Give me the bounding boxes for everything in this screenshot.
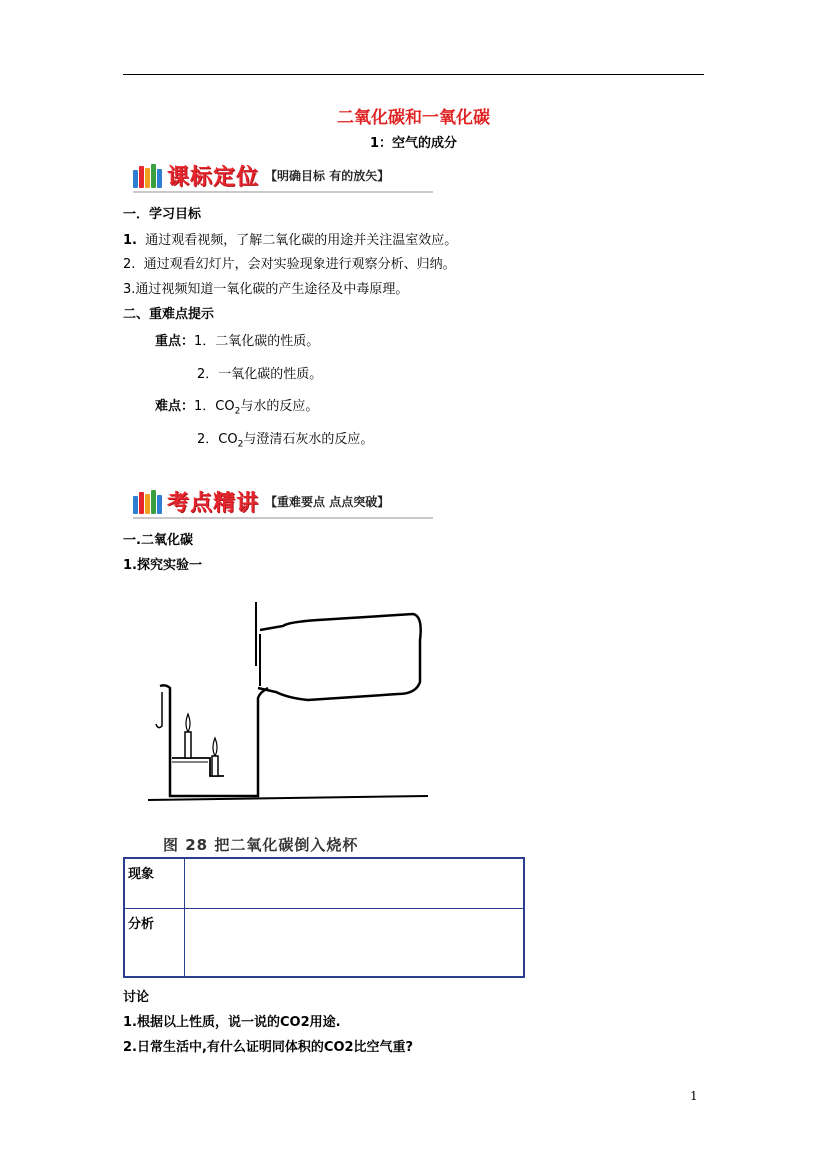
table-row	[124, 909, 524, 978]
goal-text: 通过观看视频，了解二氧化碳的用途并关注温室效应。	[145, 233, 458, 248]
goal-item	[123, 229, 457, 248]
banner-title: 课标定位	[167, 164, 260, 190]
goal-number: 3.	[123, 282, 136, 297]
discussion-item: 1.根据以上性质，说一说的CO2用途.	[123, 1015, 341, 1030]
heading-key-points: 二、重难点提示	[123, 307, 215, 322]
banner-tag: 【重难要点 点点突破】	[265, 494, 390, 509]
figure-caption: 图 28 把二氧化碳倒入烧杯	[163, 836, 359, 854]
document-title: 二氧化碳和一氧化碳	[337, 108, 490, 128]
banner-title: 考点精讲	[167, 490, 260, 516]
table-label: 分析	[124, 909, 185, 978]
books-icon	[133, 162, 163, 188]
difficulty-text: 与水的反应。	[240, 399, 319, 414]
section-banner-curriculum	[133, 160, 389, 190]
key-point-text: 2．一氧化碳的性质。	[197, 367, 323, 382]
key-point-text: 1．二氧化碳的性质。	[194, 334, 320, 349]
page-number: 1	[690, 1089, 698, 1103]
difficulty-text: 2．CO	[197, 432, 238, 447]
banner-tag: 【明确目标 有的放矢】	[265, 168, 390, 183]
difficulty-label: 难点：	[155, 399, 195, 414]
table-label: 现象	[124, 858, 185, 909]
difficulty-text: 与澄清石灰水的反应。	[243, 432, 374, 447]
discussion-item: 2.日常生活中,有什么证明同体积的CO2比空气重?	[123, 1040, 414, 1055]
observation-field[interactable]	[185, 858, 525, 909]
books-icon	[133, 488, 163, 514]
heading-learning-goals: 一．学习目标	[123, 207, 202, 222]
subscript: 2	[234, 406, 241, 417]
goal-number: 2.	[123, 257, 136, 272]
document-subtitle: 1：空气的成分	[369, 136, 458, 151]
key-label: 重点：	[155, 334, 195, 349]
header-rule	[123, 74, 704, 75]
goal-number: 1.	[123, 233, 137, 248]
subscript: 2	[237, 439, 244, 450]
discussion-heading: 讨论	[123, 990, 150, 1005]
goal-item	[123, 253, 456, 272]
heading-carbon-dioxide: 一.二氧化碳	[123, 533, 193, 548]
experiment-label: 1.探究实验一	[123, 558, 202, 573]
section-banner-key-exam-points	[133, 486, 389, 516]
difficulty-item	[197, 428, 373, 450]
key-point-item	[197, 363, 322, 382]
difficulty-text: 1．CO	[194, 399, 235, 414]
experiment-illustration	[148, 600, 428, 810]
difficulty-item	[155, 395, 318, 417]
key-point-item	[155, 330, 319, 349]
goal-text: 通过视频知道一氧化碳的产生途径及中毒原理。	[135, 282, 409, 297]
table-row	[124, 858, 524, 909]
analysis-field[interactable]	[185, 909, 525, 978]
goal-text: 通过观看幻灯片，会对实验现象进行观察分析、归纳。	[143, 257, 456, 272]
observation-table	[123, 857, 525, 978]
goal-item	[123, 278, 408, 297]
